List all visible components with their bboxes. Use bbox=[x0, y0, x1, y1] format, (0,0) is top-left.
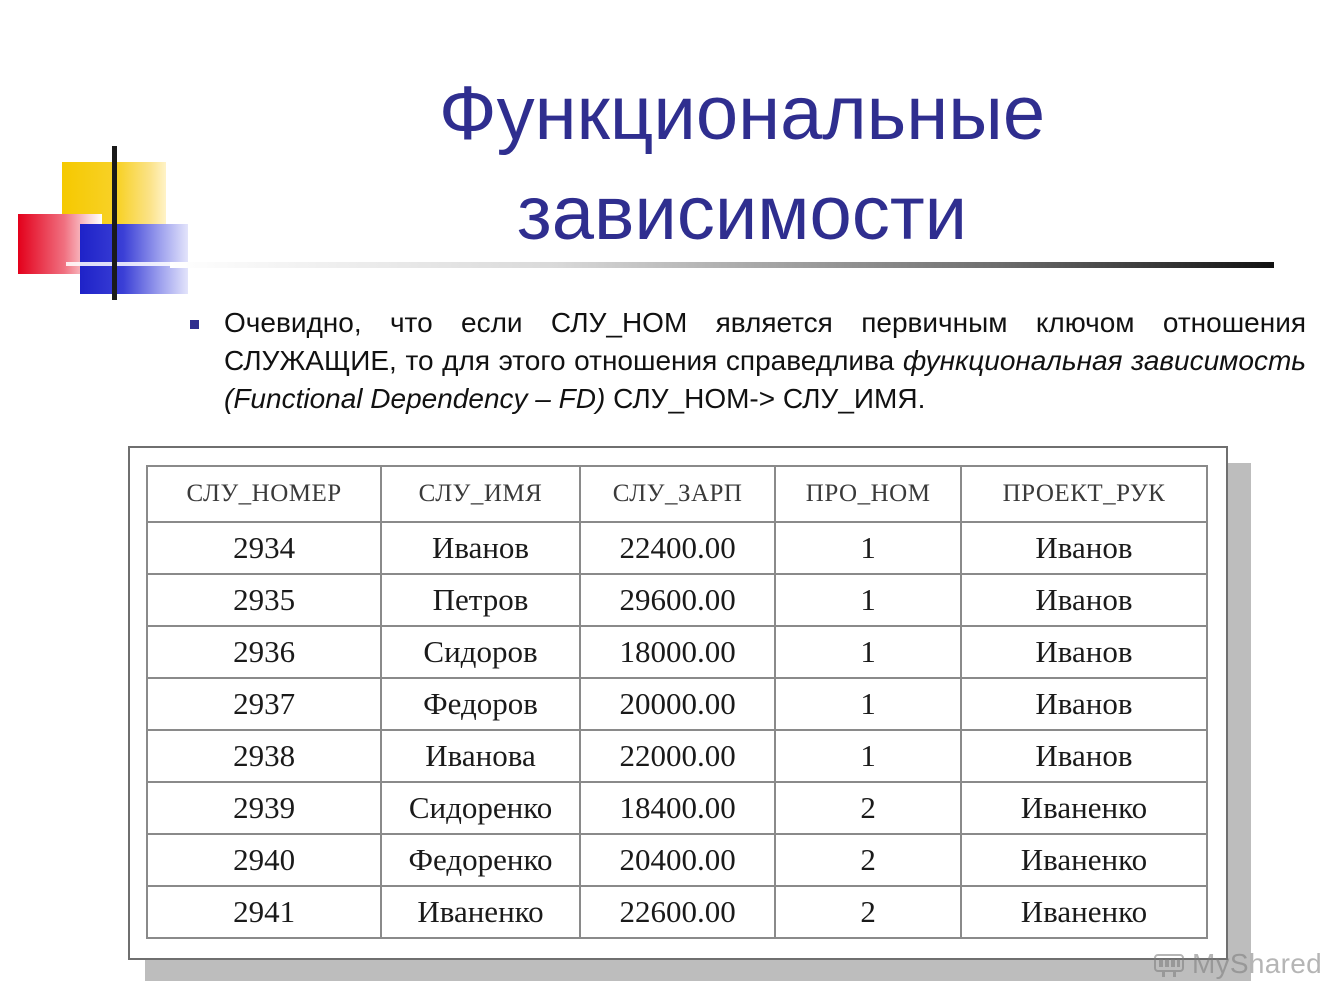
table-cell: Иваненко bbox=[961, 782, 1207, 834]
table-cell: 2936 bbox=[147, 626, 381, 678]
slide-title-line2: зависимости bbox=[516, 171, 968, 256]
slide-title bbox=[300, 64, 1184, 264]
table-cell: 1 bbox=[775, 522, 961, 574]
column-header: СЛУ_НОМЕР bbox=[147, 466, 381, 522]
table-row bbox=[147, 886, 1207, 938]
table-cell: Федоренко bbox=[381, 834, 580, 886]
column-header: СЛУ_ИМЯ bbox=[381, 466, 580, 522]
table-cell: Иваненко bbox=[381, 886, 580, 938]
table-cell: 2 bbox=[775, 834, 961, 886]
table-cell: Иванов bbox=[961, 574, 1207, 626]
table-cell: 1 bbox=[775, 574, 961, 626]
table-cell: 2935 bbox=[147, 574, 381, 626]
table-cell: 18400.00 bbox=[580, 782, 775, 834]
table-cell: Петров bbox=[381, 574, 580, 626]
table-cell: 2940 bbox=[147, 834, 381, 886]
table-cell: 2938 bbox=[147, 730, 381, 782]
table-cell: 1 bbox=[775, 626, 961, 678]
slide-title-line1: Функциональные bbox=[438, 71, 1046, 156]
watermark bbox=[1152, 944, 1322, 984]
table-cell: 20400.00 bbox=[580, 834, 775, 886]
table-cell: 2941 bbox=[147, 886, 381, 938]
table-cell: Иванов bbox=[961, 678, 1207, 730]
table-row bbox=[147, 522, 1207, 574]
table-row bbox=[147, 782, 1207, 834]
table-cell: Иваненко bbox=[961, 834, 1207, 886]
table-cell: Иванов bbox=[961, 626, 1207, 678]
decor-blue-square bbox=[80, 224, 188, 294]
bullet-text bbox=[224, 304, 1306, 418]
column-header: СЛУ_ЗАРП bbox=[580, 466, 775, 522]
table-cell: 29600.00 bbox=[580, 574, 775, 626]
table-row bbox=[147, 834, 1207, 886]
table-header-row bbox=[147, 466, 1207, 522]
decor-vertical-line bbox=[112, 146, 117, 300]
table-row bbox=[147, 730, 1207, 782]
table-cell: Сидоров bbox=[381, 626, 580, 678]
column-header: ПРО_НОМ bbox=[775, 466, 961, 522]
table-cell: 20000.00 bbox=[580, 678, 775, 730]
table-cell: Сидоренко bbox=[381, 782, 580, 834]
table-row bbox=[147, 574, 1207, 626]
myshared-logo-icon bbox=[1152, 949, 1186, 979]
table-cell: Иваненко bbox=[961, 886, 1207, 938]
table-row bbox=[147, 678, 1207, 730]
table-cell: Федоров bbox=[381, 678, 580, 730]
employees-table bbox=[146, 465, 1208, 939]
bullet-square-icon bbox=[190, 320, 199, 329]
table-cell: 1 bbox=[775, 678, 961, 730]
table-cell: 2 bbox=[775, 886, 961, 938]
table-cell: Иванов bbox=[381, 522, 580, 574]
table-cell: Иванов bbox=[961, 522, 1207, 574]
table-cell: 22000.00 bbox=[580, 730, 775, 782]
table-cell: Иванов bbox=[961, 730, 1207, 782]
watermark-text: MyShared bbox=[1192, 948, 1323, 979]
table-cell: 2937 bbox=[147, 678, 381, 730]
table-cell: 2934 bbox=[147, 522, 381, 574]
table-cell: Иванова bbox=[381, 730, 580, 782]
table-cell: 2 bbox=[775, 782, 961, 834]
bullet-text-part3: СЛУ_НОМ-> СЛУ_ИМЯ. bbox=[605, 383, 926, 414]
bullet-text-part1: Очевидно, что если СЛУ_НОМ является первичным ключом отношения СЛУЖАЩИЕ, то для этого отношения справедлива bbox=[224, 307, 1306, 376]
table-cell: 1 bbox=[775, 730, 961, 782]
bullet-item bbox=[186, 304, 1306, 418]
table-cell: 22600.00 bbox=[580, 886, 775, 938]
table-row bbox=[147, 626, 1207, 678]
table-cell: 22400.00 bbox=[580, 522, 775, 574]
title-underline bbox=[170, 262, 1274, 268]
column-header: ПРОЕКТ_РУК bbox=[961, 466, 1207, 522]
bullet-text-italic-term: функциональная зависимость (Functional Dependency – FD) bbox=[224, 345, 1306, 414]
table-cell: 2939 bbox=[147, 782, 381, 834]
table-cell: 18000.00 bbox=[580, 626, 775, 678]
